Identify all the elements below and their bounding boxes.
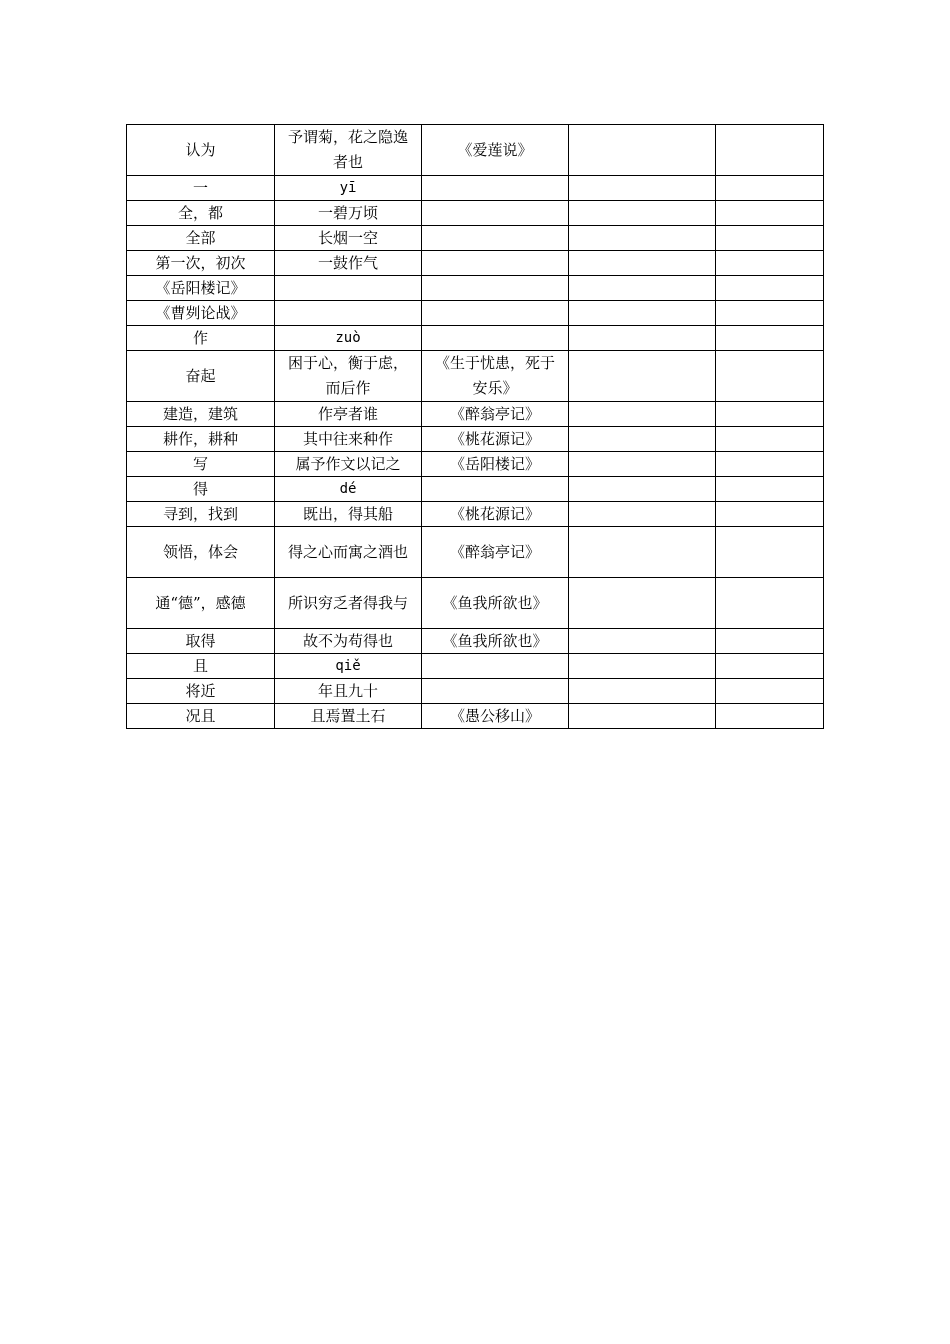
meaning-cell: 通“德”，感德 xyxy=(127,578,275,629)
meaning-cell: 《曹刿论战》 xyxy=(127,301,275,326)
blank-cell-b xyxy=(716,276,824,301)
meaning-cell: 第一次，初次 xyxy=(127,251,275,276)
blank-cell-b xyxy=(716,251,824,276)
blank-cell-a xyxy=(569,578,716,629)
meaning-cell: 寻到，找到 xyxy=(127,502,275,527)
table-row xyxy=(127,226,824,251)
meaning-cell: 且 xyxy=(127,654,275,679)
source-cell xyxy=(422,477,569,502)
meaning-cell: 得 xyxy=(127,477,275,502)
source-cell: 《桃花源记》 xyxy=(422,502,569,527)
source-cell: 《桃花源记》 xyxy=(422,427,569,452)
blank-cell-a xyxy=(569,125,716,176)
source-cell: 《鱼我所欲也》 xyxy=(422,629,569,654)
source-cell xyxy=(422,226,569,251)
blank-cell-a xyxy=(569,502,716,527)
table-row xyxy=(127,326,824,351)
blank-cell-a xyxy=(569,226,716,251)
source-cell xyxy=(422,276,569,301)
blank-cell-b xyxy=(716,402,824,427)
vocabulary-table xyxy=(126,124,824,729)
source-cell xyxy=(422,326,569,351)
blank-cell-b xyxy=(716,654,824,679)
blank-cell-a xyxy=(569,301,716,326)
meaning-cell: 一 xyxy=(127,176,275,201)
blank-cell-a xyxy=(569,176,716,201)
blank-cell-b xyxy=(716,452,824,477)
table-row xyxy=(127,629,824,654)
blank-cell-b xyxy=(716,125,824,176)
table-row xyxy=(127,477,824,502)
example-cell xyxy=(275,276,422,301)
example-cell: yī xyxy=(275,176,422,201)
meaning-cell: 耕作，耕种 xyxy=(127,427,275,452)
source-cell: 《岳阳楼记》 xyxy=(422,452,569,477)
table-row xyxy=(127,502,824,527)
example-cell: 得之心而寓之酒也 xyxy=(275,527,422,578)
table-row xyxy=(127,201,824,226)
table-row xyxy=(127,427,824,452)
source-cell: 《鱼我所欲也》 xyxy=(422,578,569,629)
meaning-cell: 况且 xyxy=(127,704,275,729)
example-cell: 一鼓作气 xyxy=(275,251,422,276)
table-row xyxy=(127,351,824,402)
vocabulary-table-body xyxy=(127,125,824,729)
blank-cell-a xyxy=(569,251,716,276)
meaning-cell: 认为 xyxy=(127,125,275,176)
blank-cell-a xyxy=(569,704,716,729)
blank-cell-b xyxy=(716,477,824,502)
blank-cell-b xyxy=(716,679,824,704)
source-cell: 《愚公移山》 xyxy=(422,704,569,729)
blank-cell-a xyxy=(569,629,716,654)
source-cell xyxy=(422,654,569,679)
example-cell: 一碧万顷 xyxy=(275,201,422,226)
example-cell: qiě xyxy=(275,654,422,679)
example-cell: 且焉置土石 xyxy=(275,704,422,729)
source-cell: 《醉翁亭记》 xyxy=(422,527,569,578)
source-cell xyxy=(422,301,569,326)
table-row xyxy=(127,251,824,276)
example-cell: 予谓菊，花之隐逸者也 xyxy=(275,125,422,176)
meaning-cell: 奋起 xyxy=(127,351,275,402)
meaning-cell: 将近 xyxy=(127,679,275,704)
table-row xyxy=(127,452,824,477)
blank-cell-a xyxy=(569,201,716,226)
blank-cell-b xyxy=(716,176,824,201)
blank-cell-a xyxy=(569,402,716,427)
meaning-cell: 全，都 xyxy=(127,201,275,226)
example-cell: 作亭者谁 xyxy=(275,402,422,427)
table-row xyxy=(127,704,824,729)
blank-cell-b xyxy=(716,704,824,729)
example-cell: 困于心，衡于虑，而后作 xyxy=(275,351,422,402)
example-cell: 长烟一空 xyxy=(275,226,422,251)
table-row xyxy=(127,276,824,301)
blank-cell-a xyxy=(569,427,716,452)
source-cell: 《生于忧患，死于安乐》 xyxy=(422,351,569,402)
blank-cell-b xyxy=(716,527,824,578)
blank-cell-b xyxy=(716,226,824,251)
blank-cell-a xyxy=(569,654,716,679)
blank-cell-a xyxy=(569,452,716,477)
meaning-cell: 《岳阳楼记》 xyxy=(127,276,275,301)
blank-cell-b xyxy=(716,351,824,402)
example-cell: 属予作文以记之 xyxy=(275,452,422,477)
table-row xyxy=(127,679,824,704)
blank-cell-b xyxy=(716,427,824,452)
blank-cell-b xyxy=(716,502,824,527)
blank-cell-a xyxy=(569,326,716,351)
source-cell xyxy=(422,201,569,226)
blank-cell-a xyxy=(569,679,716,704)
source-cell xyxy=(422,251,569,276)
source-cell: 《醉翁亭记》 xyxy=(422,402,569,427)
example-cell: 故不为苟得也 xyxy=(275,629,422,654)
table-row xyxy=(127,527,824,578)
blank-cell-b xyxy=(716,301,824,326)
table-row xyxy=(127,654,824,679)
blank-cell-b xyxy=(716,326,824,351)
meaning-cell: 全部 xyxy=(127,226,275,251)
table-row xyxy=(127,301,824,326)
table-row xyxy=(127,578,824,629)
blank-cell-a xyxy=(569,351,716,402)
meaning-cell: 写 xyxy=(127,452,275,477)
blank-cell-a xyxy=(569,276,716,301)
example-cell: 所识穷乏者得我与 xyxy=(275,578,422,629)
meaning-cell: 作 xyxy=(127,326,275,351)
example-cell: 既出，得其船 xyxy=(275,502,422,527)
blank-cell-a xyxy=(569,477,716,502)
example-cell: zuò xyxy=(275,326,422,351)
meaning-cell: 建造，建筑 xyxy=(127,402,275,427)
table-row xyxy=(127,125,824,176)
table-row xyxy=(127,176,824,201)
meaning-cell: 领悟，体会 xyxy=(127,527,275,578)
meaning-cell: 取得 xyxy=(127,629,275,654)
table-row xyxy=(127,402,824,427)
example-cell xyxy=(275,301,422,326)
blank-cell-b xyxy=(716,578,824,629)
source-cell xyxy=(422,679,569,704)
blank-cell-b xyxy=(716,629,824,654)
example-cell: 其中往来种作 xyxy=(275,427,422,452)
source-cell: 《爱莲说》 xyxy=(422,125,569,176)
example-cell: 年且九十 xyxy=(275,679,422,704)
example-cell: dé xyxy=(275,477,422,502)
blank-cell-b xyxy=(716,201,824,226)
source-cell xyxy=(422,176,569,201)
blank-cell-a xyxy=(569,527,716,578)
